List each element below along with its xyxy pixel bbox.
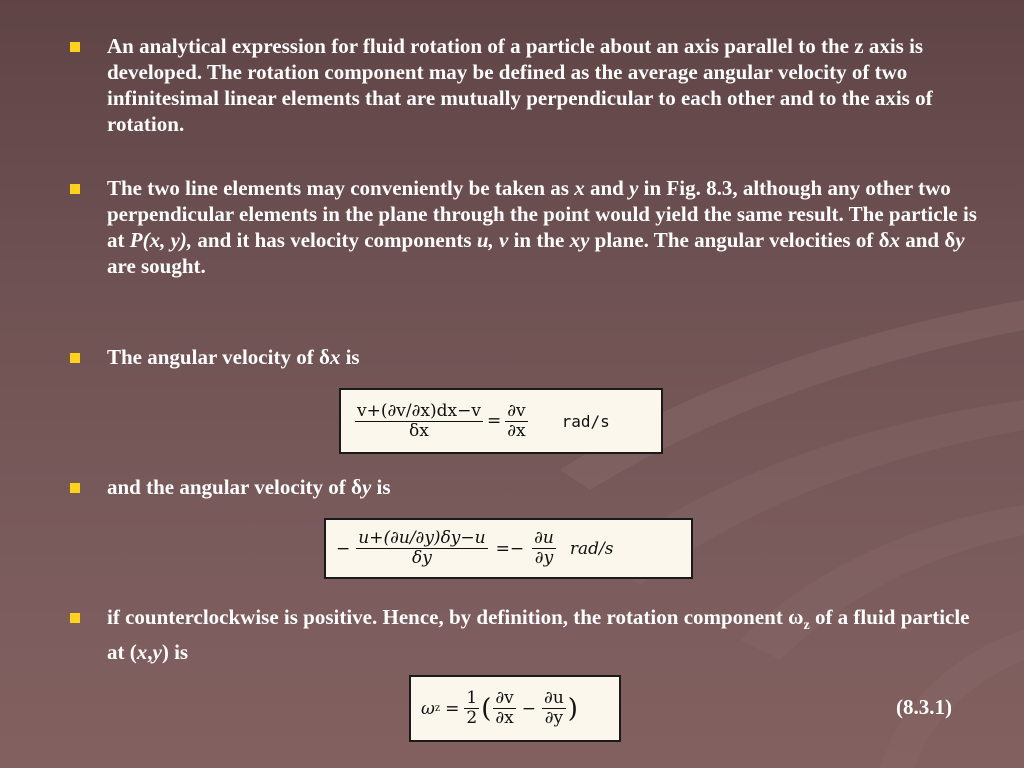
text-run-italic: xy <box>569 228 590 252</box>
text-run: The angular velocity of δ <box>107 345 330 369</box>
open-paren: ( <box>481 693 492 724</box>
text-run: and it has velocity components <box>192 228 477 252</box>
text-run: and the angular velocity of δ <box>107 475 362 499</box>
equation-denominator: ∂y <box>544 708 564 728</box>
equation-fraction <box>355 402 483 441</box>
text-run-italic: u, v <box>476 228 509 252</box>
paragraph-text: An analytical expression for fluid rotation of a particle about an axis parallel to the z axis is developed. The rotation component may be defined as the average angular velocity of two infinitesimal linear elements that are mutually perpendicular to each other and to the axis of rotation. <box>107 34 933 136</box>
text-run: ) is <box>161 640 189 665</box>
bullet-marker <box>70 42 80 52</box>
omega-subscript: z <box>434 703 441 714</box>
text-run: The two line elements may conveniently be taken as <box>107 176 575 200</box>
equation-numerator: ∂v <box>495 688 514 708</box>
equation-numerator: u+(∂u/∂y)δy−u <box>358 528 486 548</box>
equation-denominator: δx <box>409 420 429 441</box>
paragraph-rotation-intro <box>107 33 987 137</box>
minus-sign: − <box>521 698 537 719</box>
bullet-marker <box>70 613 80 623</box>
equation-numerator: ∂u <box>534 528 554 548</box>
text-run-italic: y <box>955 228 965 252</box>
equation-box-angular-velocity-dy <box>324 518 693 579</box>
bullet-marker <box>70 483 80 493</box>
equation-denominator: ∂y <box>534 548 554 568</box>
text-run: if counterclockwise is positive. Hence, by definition, the rotation component ω <box>107 605 804 629</box>
unit-label: rad/s <box>569 538 614 559</box>
text-run-italic: y <box>152 640 162 665</box>
text-run: in the <box>508 228 570 252</box>
text-run-italic: P(x, y), <box>129 228 193 252</box>
text-run-italic: y <box>361 475 372 499</box>
equation-numerator: v+(∂v/∂x)dx−v <box>357 400 481 421</box>
equation-denominator: ∂x <box>507 420 526 441</box>
text-run: and <box>584 176 630 200</box>
omega-symbol: ω <box>421 698 435 719</box>
equation-numerator: ∂u <box>544 688 564 708</box>
text-run-italic: x <box>574 176 585 200</box>
equation-box-angular-velocity-dx <box>339 388 663 454</box>
bullet-marker <box>70 184 80 194</box>
equation-number: (8.3.1) <box>896 695 952 719</box>
one-half-fraction <box>464 689 479 728</box>
subscript: z <box>803 618 810 634</box>
text-run: plane. The angular velocities of δ <box>589 228 890 252</box>
text-run: and δ <box>899 228 956 252</box>
equation-numerator: 1 <box>466 688 478 708</box>
equation-numerator: ∂v <box>507 400 526 421</box>
paragraph-angular-velocity-dy <box>107 474 987 500</box>
equation-denominator: 2 <box>466 708 478 728</box>
equation-fraction <box>505 402 527 441</box>
text-run-italic: x <box>329 345 341 369</box>
minus-sign: − <box>336 538 351 559</box>
text-run: are sought. <box>107 254 206 278</box>
text-run: of a fluid particle at ( <box>107 605 970 665</box>
paragraph-angular-velocity-dx <box>107 344 987 370</box>
text-run-italic: x <box>136 640 148 665</box>
equation-fraction <box>493 689 515 728</box>
paragraph-rotation-component <box>107 604 987 665</box>
text-run: is <box>371 475 391 499</box>
unit-label: rad/s <box>561 411 610 431</box>
text-run: , <box>147 640 153 665</box>
text-run: is <box>340 345 360 369</box>
bullet-marker <box>70 353 80 363</box>
equation-fraction <box>532 529 556 568</box>
equation-box-rotation-component <box>409 675 621 742</box>
equation-denominator: ∂x <box>495 708 514 728</box>
equation-denominator: δy <box>412 548 432 568</box>
equals-sign: =− <box>495 538 525 559</box>
equation-fraction <box>542 689 566 728</box>
paragraph-line-elements <box>107 175 987 279</box>
equation-fraction <box>356 529 487 568</box>
text-run: in Fig. 8.3, although any other two perpendicular elements in the plane through the point would yield the same result. The particle is at <box>107 176 977 252</box>
equals-sign: = <box>445 698 460 719</box>
equals-sign: = <box>486 411 502 431</box>
close-paren: ) <box>567 693 578 724</box>
text-run-italic: y <box>629 176 639 200</box>
text-run-italic: x <box>889 228 900 252</box>
